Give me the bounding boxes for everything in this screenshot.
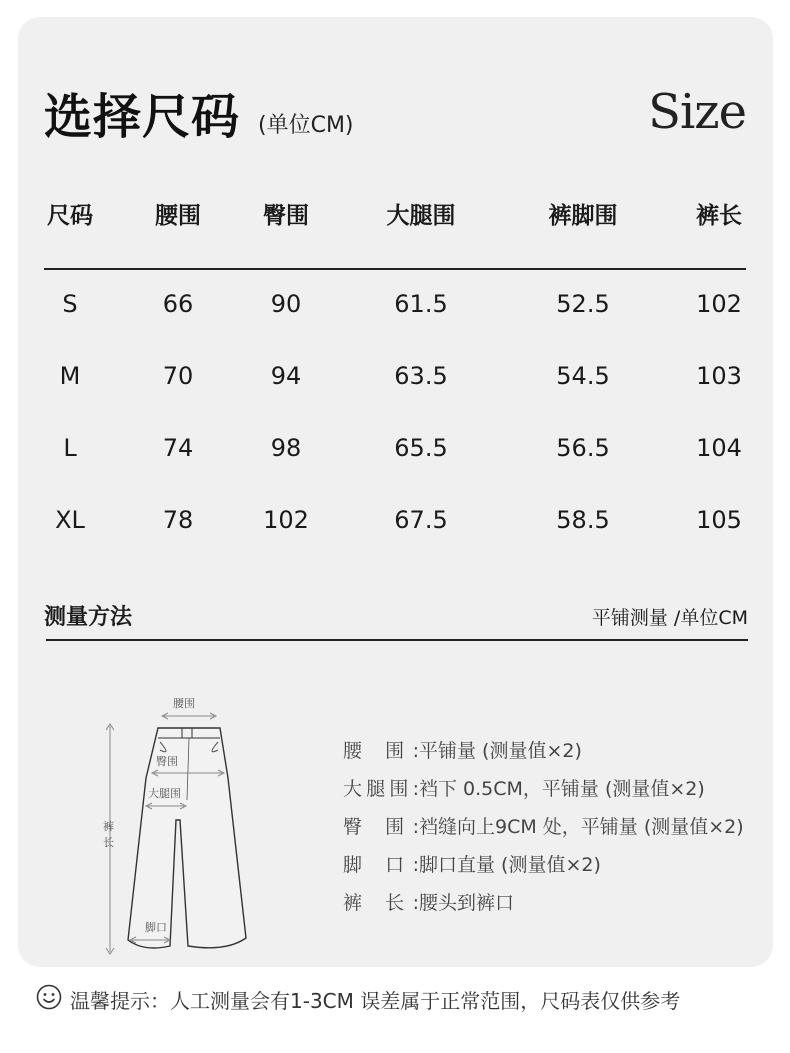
row-hip: 98	[270, 434, 302, 462]
row-size: XL	[55, 506, 85, 534]
row-size: L	[63, 434, 77, 462]
note-thigh	[343, 775, 744, 813]
row-waist: 74	[162, 434, 194, 462]
note-label: 腰 围:	[343, 740, 419, 762]
row-hem: 52.5	[556, 290, 610, 318]
row-hem: 54.5	[556, 362, 610, 390]
header-hip: 臀围	[263, 203, 309, 229]
row-waist: 78	[162, 506, 194, 534]
page-title: 选择尺码	[44, 89, 241, 145]
row-waist: 70	[162, 362, 194, 390]
measure-unit-note: 平铺测量 /单位CM	[591, 607, 748, 629]
size-logo: Size	[648, 84, 746, 140]
tip-note	[36, 984, 680, 1015]
smiley-icon	[36, 984, 62, 1015]
measure-title: 测量方法	[44, 605, 133, 630]
note-hip	[343, 813, 744, 851]
measure-rule	[46, 639, 748, 641]
note-label: 裤 长:	[343, 892, 419, 914]
table-header	[44, 197, 746, 233]
row-hip: 102	[263, 506, 309, 534]
row-thigh: 61.5	[394, 290, 448, 318]
row-length: 102	[696, 290, 742, 318]
note-text: 腰头到裤口	[419, 892, 515, 914]
label-waist: 腰围	[173, 697, 195, 710]
title-unit: (单位CM)	[258, 113, 354, 138]
row-thigh: 67.5	[394, 506, 448, 534]
row-thigh: 63.5	[394, 362, 448, 390]
row-length: 105	[696, 506, 742, 534]
note-waist	[343, 737, 744, 775]
measure-notes	[343, 737, 744, 927]
table-row	[44, 434, 746, 470]
row-thigh: 65.5	[394, 434, 448, 462]
label-length-1: 裤	[103, 820, 114, 833]
row-length: 104	[696, 434, 742, 462]
row-hip: 94	[270, 362, 302, 390]
note-text: 平铺量 (测量值×2)	[419, 740, 582, 762]
note-text: 裆缝向上9CM 处，平铺量 (测量值×2)	[419, 816, 744, 838]
note-label: 脚 口:	[343, 854, 419, 876]
header-thigh: 大腿围	[386, 203, 456, 229]
note-length	[343, 889, 744, 927]
header-waist: 腰围	[155, 203, 201, 229]
note-label: 臀 围:	[343, 816, 419, 838]
row-size: S	[62, 290, 78, 318]
header-hem: 裤脚围	[548, 203, 618, 229]
label-hem: 脚口	[145, 921, 167, 934]
row-size: M	[59, 362, 81, 390]
note-text: 脚口直量 (测量值×2)	[419, 854, 601, 876]
row-hem: 58.5	[556, 506, 610, 534]
row-hem: 56.5	[556, 434, 610, 462]
header-size: 尺码	[47, 203, 93, 229]
note-label: 大腿围:	[343, 778, 419, 800]
pants-outline	[128, 728, 246, 948]
tip-text: 温馨提示：人工测量会有1-3CM 误差属于正常范围，尺码表仅供参考	[70, 989, 681, 1013]
header-length: 裤长	[696, 203, 742, 229]
label-hip: 臀围	[156, 755, 178, 768]
row-length: 103	[696, 362, 742, 390]
table-rule	[44, 268, 746, 270]
note-text: 裆下 0.5CM，平铺量 (测量值×2)	[419, 778, 705, 800]
label-thigh: 大腿围	[148, 787, 181, 800]
row-waist: 66	[162, 290, 194, 318]
table-row	[44, 362, 746, 398]
label-length-2: 长	[103, 836, 114, 849]
row-hip: 90	[270, 290, 302, 318]
table-row	[44, 290, 746, 326]
pants-diagram	[96, 690, 266, 960]
table-row	[44, 506, 746, 542]
note-hem	[343, 851, 744, 889]
